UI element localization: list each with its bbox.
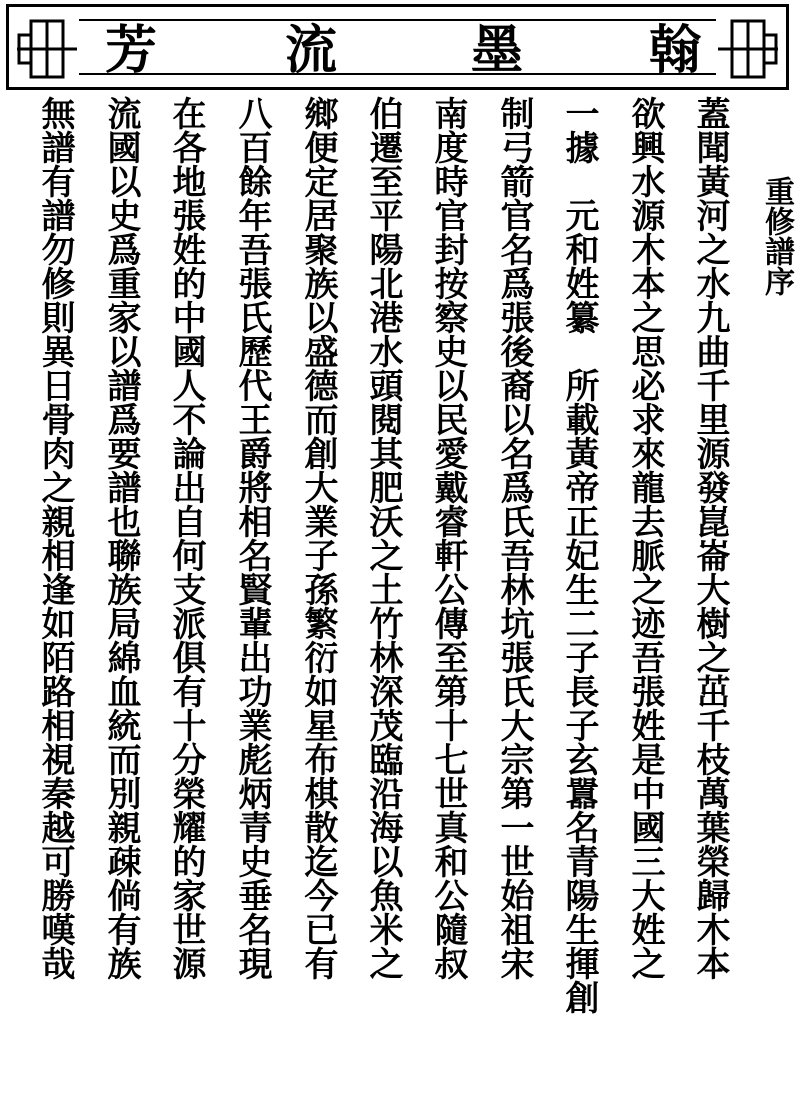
banner-title-char: 翰: [649, 20, 702, 81]
text-column: 無譜有譜勿修則異日骨肉之親相逢如陌路相視秦越可勝嘆哉: [35, 96, 75, 980]
text-column: 在各地張姓的中國人不論出自何支派俱有十分榮耀的家世源: [166, 96, 206, 980]
section-heading: 重修譜序: [759, 176, 794, 296]
title-banner: [6, 4, 789, 90]
text-column: 流國以史爲重家以譜爲要譜也聯族局綿血統而別親疎倘有族: [101, 96, 141, 980]
text-column: 蓋聞黃河之水九曲千里源發崑崙大樹之茁千枝萬葉榮歸木本: [690, 96, 730, 980]
banner-title-char: 流: [285, 20, 338, 81]
banner-inner-frame: [79, 19, 716, 75]
banner-title-char: 芳: [105, 20, 158, 81]
text-column: 八百餘年吾張氏歷代王爵將相名賢輩出功業彪炳青史垂名現: [232, 96, 272, 980]
knot-ornament-icon: [17, 13, 77, 85]
banner-title-char: 墨: [471, 20, 524, 81]
text-column: 制弓箭官名爲張後裔以名爲氏吾林坑張氏大宗第一世始祖宋: [494, 96, 534, 980]
text-column: 南度時官封按察史以民愛戴睿軒公傳至第十七世真和公隨叔: [428, 96, 468, 980]
text-column: 欲興水源木本之思必求來龍去脈之迹吾張姓是中國三大姓之: [625, 96, 665, 980]
text-column: 一據 元和姓纂 所載黃帝正妃生二子長子玄囂名青陽生揮創: [559, 96, 599, 1014]
knot-ornament-icon: [718, 13, 778, 85]
text-column: 伯遷至平陽北港水頭閱其肥沃之土竹林深茂臨沿海以魚米之: [363, 96, 403, 980]
text-column: 鄉便定居聚族以盛德而創大業子孫繁衍如星布棋散迄今已有: [298, 96, 338, 980]
